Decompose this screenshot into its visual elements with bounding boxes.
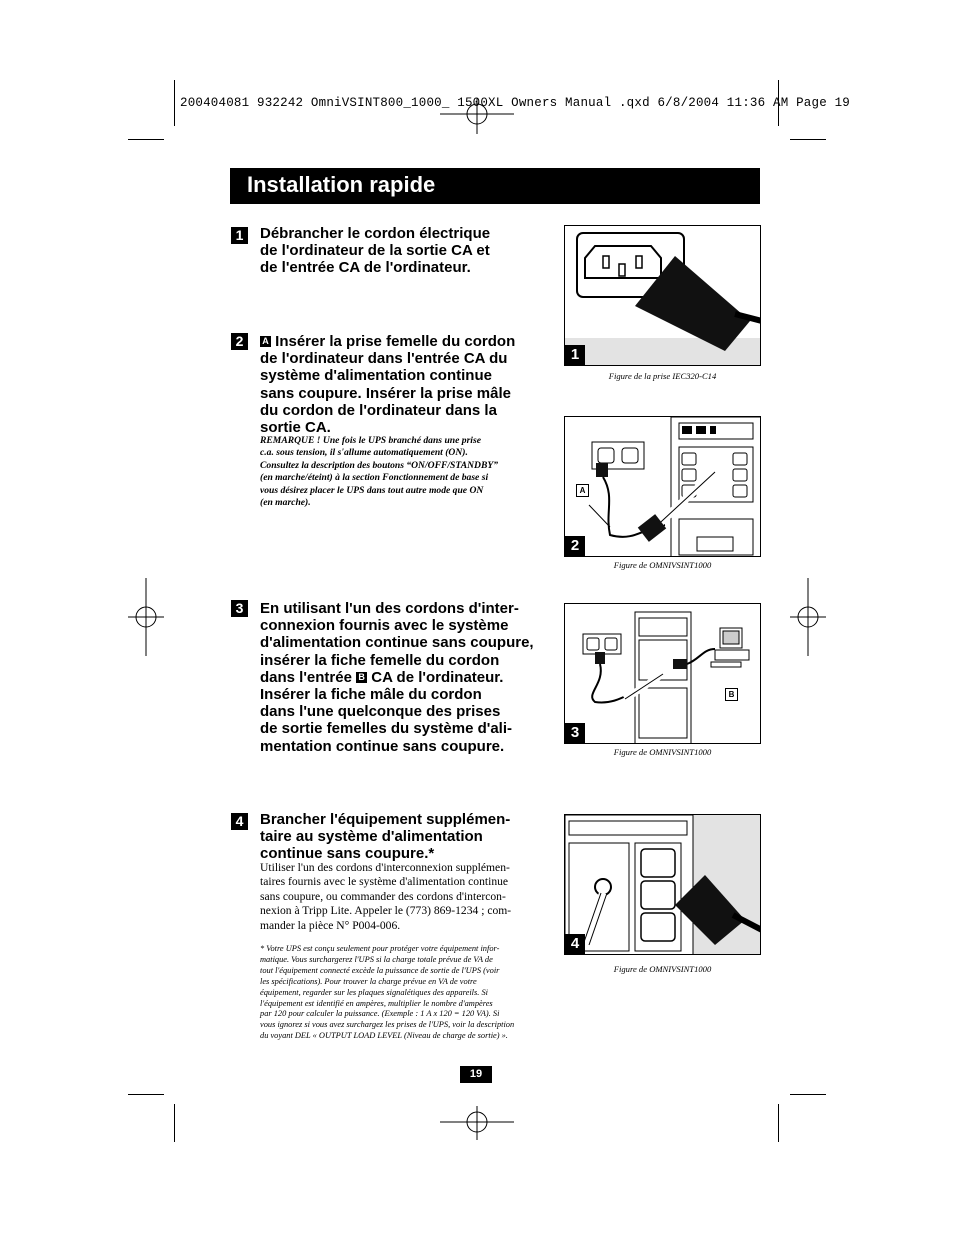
figure-3-callout-b: B xyxy=(725,688,738,701)
step-2-heading: A Insérer la prise femelle du cordon de l'ordinateur dans l'entrée CA du système d'alimentation continue sans coupure. Insérer la prise mâle du cordon de l'ordinateur dans la sortie CA. xyxy=(260,333,516,437)
step-4-body: Utiliser l'un des cordons d'interconnexion supplémen- taires fournis avec le système d'alimentation continue sans coupure, ou commander des cordons d'intercon- nexion à Tripp Lite. Appeler le (773) 869-1234 ; com- mander la pièce N° P004-006. xyxy=(260,861,512,932)
step-4-heading: Brancher l'équipement supplémen- taire au système d'alimentation continue sans coupure.* xyxy=(260,811,511,863)
ups-connection-illustration xyxy=(565,417,761,557)
callout-b-badge: B xyxy=(356,672,367,683)
figure-2-number: 2 xyxy=(565,536,585,556)
registration-mark-right xyxy=(790,578,826,656)
figure-4-number: 4 xyxy=(565,934,585,954)
ups-computer-connection-illustration xyxy=(565,604,761,744)
figure-3 xyxy=(564,603,761,744)
step-2-number: 2 xyxy=(231,333,248,350)
page-number: 19 xyxy=(460,1066,492,1083)
print-slug: 200404081 932242 OmniVSINT800_1000_ 1500XL Owners Manual .qxd 6/8/2004 11:36 AM Page 19 xyxy=(180,96,851,110)
figure-2-callout-a: A xyxy=(576,484,589,497)
figure-1 xyxy=(564,225,761,366)
step-3-heading: En utilisant l'un des cordons d'inter- connexion fournis avec le système d'alimentation continue sans coupure, insérer la fiche femelle du cordon dans l'entrée B CA de l'ordinateur. Insérer la fiche mâle du cordon dans l'une quelconque des prises de sortie femelles du système d'ali- mentation continue sans coupure. xyxy=(260,600,534,755)
figure-2 xyxy=(564,416,761,557)
step-2-note: REMARQUE ! Une fois le UPS branché dans une prise c.a. sous tension, il s'allume automatiquement (ON). Consultez la description des boutons “ON/OFF/STANDBY” (en marche/éteint) à la section Fonctionnement de base si vous désirez placer le UPS dans tout autre mode que ON (en marche). xyxy=(260,435,499,509)
title-bar xyxy=(230,168,760,204)
figure-4-caption: Figure de OMNIVSINT1000 xyxy=(613,964,712,974)
registration-mark-left xyxy=(128,578,164,656)
step-1-heading: Débrancher le cordon électrique de l'ordinateur de la sortie CA et de l'entrée CA de l'ordinateur. xyxy=(260,225,491,277)
step-4-number: 4 xyxy=(231,813,248,830)
callout-a-badge: A xyxy=(260,336,271,347)
figure-1-caption: Figure de la prise IEC320-C14 xyxy=(608,371,717,381)
iec-plug-illustration xyxy=(565,226,761,366)
step-1-number: 1 xyxy=(231,227,248,244)
step-3-number: 3 xyxy=(231,600,248,617)
figure-3-number: 3 xyxy=(565,723,585,743)
figure-2-caption: Figure de OMNIVSINT1000 xyxy=(613,560,712,570)
step-4-footnote: * Votre UPS est conçu seulement pour protéger votre équipement infor- matique. Vous surchargerez l'UPS si la charge totale prévue de VA de tout l'équipement connecté excède la puissance de sortie de l'UPS (voir les spécifications). Pour trouver la charge prévue en VA de votre équipement, regarder sur les plaques signalétiques des appareils. Si l'équipement est identifié en ampères, multiplier le nombre d'ampères par 120 pour calculer la puissance. (Exemple : 1 A x 120 = 120 VA). Si vous ignorez si vous avez surchargez les prises de l'UPS, voir la description du voyant DEL « OUTPUT LOAD LEVEL (Niveau de charge de sortie) ». xyxy=(260,944,515,1041)
ups-outlet-closeup-illustration xyxy=(565,815,761,955)
figure-4 xyxy=(564,814,761,955)
figure-1-number: 1 xyxy=(565,345,585,365)
registration-mark-bottom xyxy=(440,1104,514,1142)
page-title: Installation rapide xyxy=(247,172,436,197)
figure-3-caption: Figure de OMNIVSINT1000 xyxy=(613,747,712,757)
